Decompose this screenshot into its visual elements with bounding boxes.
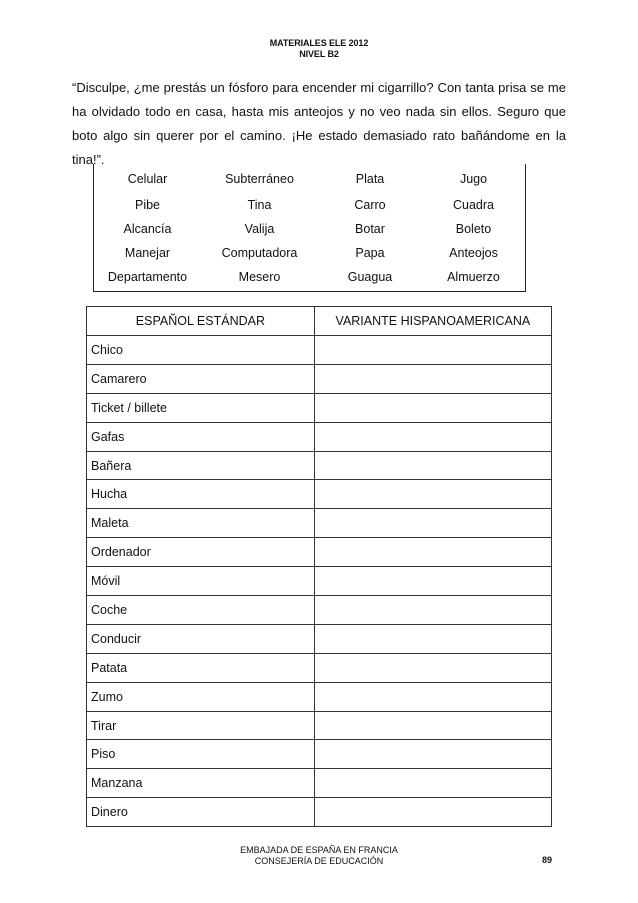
vocab-word: Boleto (455, 222, 492, 236)
standard-word-cell: Piso (87, 740, 315, 769)
standard-word-cell: Conducir (87, 624, 315, 653)
table-row (87, 336, 552, 365)
table-row (87, 422, 552, 451)
vocab-word: Alcancía (123, 222, 172, 236)
table-row (87, 769, 552, 798)
vocab-word: Mesero (238, 270, 281, 284)
header-standard-spanish: ESPAÑOL ESTÁNDAR (87, 307, 315, 336)
standard-word-cell: Coche (87, 596, 315, 625)
vocab-row (94, 193, 525, 217)
footer-department: CONSEJERÍA DE EDUCACIÓN (254, 856, 384, 866)
standard-word-cell: Bañera (87, 451, 315, 480)
vocab-word: Guagua (347, 270, 393, 284)
standard-word-cell: Manzana (87, 769, 315, 798)
answer-cell[interactable] (314, 336, 551, 365)
standard-word-cell: Camarero (87, 364, 315, 393)
vocab-word: Tina (247, 198, 272, 212)
answer-cell[interactable] (314, 509, 551, 538)
table-row (87, 480, 552, 509)
standard-word-cell: Hucha (87, 480, 315, 509)
footer-embassy: EMBAJADA DE ESPAÑA EN FRANCIA (240, 845, 398, 855)
table-row (87, 798, 552, 827)
table-row (87, 711, 552, 740)
vocab-word: Departamento (107, 270, 188, 284)
vocab-word: Cuadra (453, 198, 494, 212)
standard-word-cell: Patata (87, 653, 315, 682)
vocab-word: Jugo (459, 172, 488, 186)
vocab-word: Pibe (134, 198, 161, 212)
answer-cell[interactable] (314, 451, 551, 480)
header-level: NIVEL B2 (299, 49, 339, 59)
vocab-word: Anteojos (449, 246, 498, 260)
answer-cell[interactable] (314, 422, 551, 451)
standard-word-cell: Ticket / billete (87, 393, 315, 422)
standard-word-cell: Zumo (87, 682, 315, 711)
vocab-row (94, 168, 525, 190)
table-row (87, 509, 552, 538)
vocab-word: Celular (127, 172, 168, 186)
answer-cell[interactable] (314, 480, 551, 509)
answer-cell[interactable] (314, 798, 551, 827)
vocab-row (94, 217, 525, 241)
answer-cell[interactable] (314, 364, 551, 393)
quote-paragraph: “Disculpe, ¿me prestás un fósforo para encender mi cigarrillo? Con tanta prisa se me ha olvidado todo en casa, hasta mis anteojos y no veo nada sin ellos. Seguro que boto algo sin querer por el camino. ¡He estado demasiado rato bañándome en la tina!”. (72, 80, 566, 167)
answer-cell[interactable] (314, 538, 551, 567)
standard-word-cell: Tirar (87, 711, 315, 740)
vocab-word: Computadora (221, 246, 298, 260)
answer-cell[interactable] (314, 711, 551, 740)
page-header (0, 38, 638, 60)
vocab-word: Valija (244, 222, 275, 236)
page-number: 89 (542, 855, 553, 865)
variants-table (86, 306, 552, 827)
vocab-word: Carro (354, 198, 386, 212)
table-row (87, 393, 552, 422)
table-header-row (87, 307, 552, 336)
table-row (87, 538, 552, 567)
header-title: MATERIALES ELE 2012 (269, 38, 369, 48)
answer-cell[interactable] (314, 596, 551, 625)
answer-cell[interactable] (314, 682, 551, 711)
answer-cell[interactable] (314, 393, 551, 422)
table-row (87, 567, 552, 596)
vocabulary-box (93, 164, 526, 292)
answer-cell[interactable] (314, 740, 551, 769)
vocab-row (94, 241, 525, 265)
standard-word-cell: Ordenador (87, 538, 315, 567)
vocab-word: Manejar (124, 246, 171, 260)
standard-word-cell: Chico (87, 336, 315, 365)
vocab-word: Subterráneo (225, 172, 294, 186)
standard-word-cell: Gafas (87, 422, 315, 451)
standard-word-cell: Dinero (87, 798, 315, 827)
table-row (87, 740, 552, 769)
table-row (87, 451, 552, 480)
standard-word-cell: Maleta (87, 509, 315, 538)
vocab-word: Papa (355, 246, 385, 260)
table-row (87, 624, 552, 653)
answer-cell[interactable] (314, 624, 551, 653)
table-row (87, 364, 552, 393)
answer-cell[interactable] (314, 769, 551, 798)
vocab-word: Plata (355, 172, 385, 186)
header-hispanoamerican-variant: VARIANTE HISPANOAMERICANA (314, 307, 551, 336)
standard-word-cell: Móvil (87, 567, 315, 596)
table-row (87, 653, 552, 682)
vocab-row (94, 265, 525, 289)
vocab-word: Botar (355, 222, 385, 236)
table-row (87, 596, 552, 625)
vocab-word: Almuerzo (447, 270, 500, 284)
table-row (87, 682, 552, 711)
answer-cell[interactable] (314, 567, 551, 596)
answer-cell[interactable] (314, 653, 551, 682)
